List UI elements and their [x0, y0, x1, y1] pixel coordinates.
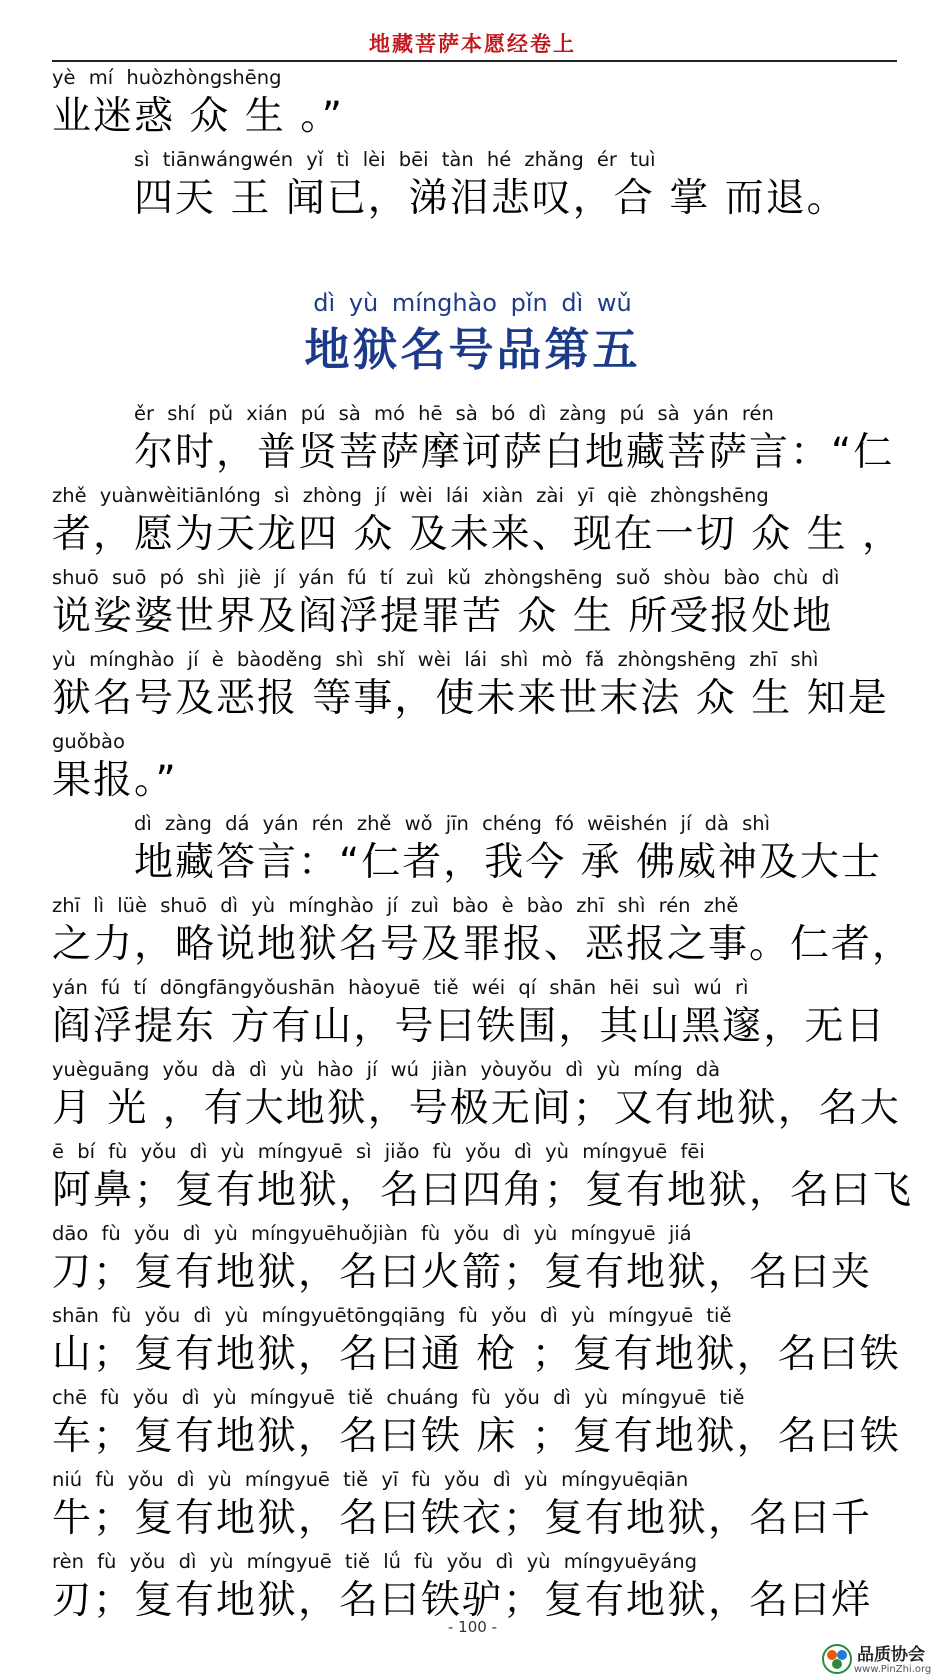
- text-line: [0, 810, 945, 892]
- pinyin-line: shān fù yǒu dì yù míngyuētōngqiāng fù yǒu dì yù míngyuē tiě: [52, 1304, 732, 1327]
- hanzi-line: 山；复有地狱，名曰通 枪 ；复有地狱，名曰铁: [52, 1332, 901, 1377]
- hanzi-line: 业迷惑 众 生 。”: [52, 94, 344, 139]
- hanzi-line: 者，愿为天龙四 众 及未来、现在一切 众 生 ，: [52, 512, 903, 557]
- pinyin-line: yè mí huòzhòngshēng: [52, 66, 282, 89]
- hanzi-line: 车；复有地狱，名曰铁 床 ；复有地狱，名曰铁: [52, 1414, 901, 1459]
- text-line: [0, 564, 945, 646]
- pinyin-line: dì zàng dá yán rén zhě wǒ jīn chéng fó wēishén jí dà shì: [134, 812, 771, 835]
- page-number: - 100 -: [448, 1618, 497, 1636]
- text-line: [0, 1138, 945, 1220]
- chapter-pinyin: dì yù mínghào pǐn dì wǔ: [313, 289, 632, 317]
- text-line: [0, 1056, 945, 1138]
- hanzi-line: 刃；复有地狱，名曰铁驴；复有地狱，名曰烊: [52, 1578, 873, 1623]
- running-header: 地藏菩萨本愿经卷上: [369, 31, 576, 56]
- pinyin-line: sì tiānwángwén yǐ tì lèi bēi tàn hé zhǎng ér tuì: [134, 148, 656, 171]
- hanzi-line: 四天 王 闻已，涕泪悲叹，合 掌 而退。: [134, 176, 848, 221]
- hanzi-line: 之力，略说地狱名号及罪报、恶报之事。仁者，: [52, 922, 914, 967]
- hanzi-line: 地藏答言：“仁者，我今 承 佛威神及大士: [134, 840, 882, 885]
- text-line: [0, 892, 945, 974]
- site-logo[interactable]: [820, 1640, 945, 1680]
- text-line: [0, 728, 945, 810]
- hanzi-line: 刀；复有地狱，名曰火箭；复有地狱，名曰夹: [52, 1250, 873, 1295]
- pinyin-line: yuèguāng yǒu dà dì yù hào jí wú jiàn yòuyǒu dì yù míng dà: [52, 1058, 721, 1081]
- pinyin-line: shuō suō pó shì jiè jí yán fú tí zuì kǔ zhòngshēng suǒ shòu bào chù dì: [52, 566, 840, 589]
- text-line: [0, 1466, 945, 1548]
- pinyin-line: chē fù yǒu dì yù míngyuē tiě chuáng fù yǒu dì yù míngyuē tiě: [52, 1386, 745, 1409]
- text-line: [0, 1384, 945, 1466]
- pinyin-line: ē bí fù yǒu dì yù míngyuē sì jiǎo fù yǒu dì yù míngyuē fēi: [52, 1140, 705, 1163]
- logo-name: 品质协会: [857, 1645, 925, 1665]
- hanzi-line: 阎浮提东 方有山，号曰铁围，其山黑邃，无日: [52, 1004, 887, 1049]
- hanzi-line: 狱名号及恶报 等事，使未来世末法 众 生 知是: [52, 676, 889, 721]
- text-line: [0, 974, 945, 1056]
- pinyin-line: yán fú tí dōngfāngyǒushān hàoyuē tiě wéi qí shān hēi suì wú rì: [52, 976, 749, 999]
- pinyin-line: guǒbào: [52, 730, 125, 753]
- logo-url: www.PinZhi.org: [854, 1664, 932, 1675]
- header-rule: [52, 60, 897, 62]
- text-line: [0, 146, 945, 228]
- text-line: [0, 646, 945, 728]
- hanzi-line: 阿鼻；复有地狱，名曰四角；复有地狱，名曰飞: [52, 1168, 914, 1213]
- hanzi-line: 牛；复有地狱，名曰铁衣；复有地狱，名曰千: [52, 1496, 873, 1541]
- pinyin-line: rèn fù yǒu dì yù míngyuē tiě lǘ fù yǒu dì yù míngyuēyáng: [52, 1550, 697, 1573]
- pinzhi-logo-icon: [820, 1642, 854, 1676]
- hanzi-line: 尔时，普贤菩萨摩诃萨白地藏菩萨言：“仁: [134, 430, 895, 475]
- pinyin-line: dāo fù yǒu dì yù míngyuēhuǒjiàn fù yǒu dì yù míngyuē jiá: [52, 1222, 692, 1245]
- text-line: [0, 1220, 945, 1302]
- pinyin-line: zhī lì lüè shuō dì yù mínghào jí zuì bào è bào zhī shì rén zhě: [52, 894, 739, 917]
- pinyin-line: ěr shí pǔ xián pú sà mó hē sà bó dì zàng pú sà yán rén: [134, 402, 774, 425]
- pinyin-line: zhě yuànwèitiānlóng sì zhòng jí wèi lái xiàn zài yī qiè zhòngshēng: [52, 484, 769, 507]
- text-line: [0, 64, 945, 146]
- text-line: [0, 1302, 945, 1384]
- pinyin-line: niú fù yǒu dì yù míngyuē tiě yī fù yǒu dì yù míngyuēqiān: [52, 1468, 689, 1491]
- chapter-heading: [0, 288, 945, 398]
- hanzi-line: 果报。”: [52, 758, 178, 803]
- scripture-text: [0, 64, 945, 1630]
- text-line: [0, 482, 945, 564]
- pinyin-line: yù mínghào jí è bàoděng shì shǐ wèi lái shì mò fǎ zhòngshēng zhī shì: [52, 648, 819, 671]
- text-line: [0, 400, 945, 482]
- hanzi-line: 说娑婆世界及阎浮提罪苦 众 生 所受报处地: [52, 594, 834, 639]
- chapter-title: 地狱名号品第五: [304, 323, 641, 376]
- hanzi-line: 月 光 ，有大地狱，号极无间；又有地狱，名大: [52, 1086, 901, 1131]
